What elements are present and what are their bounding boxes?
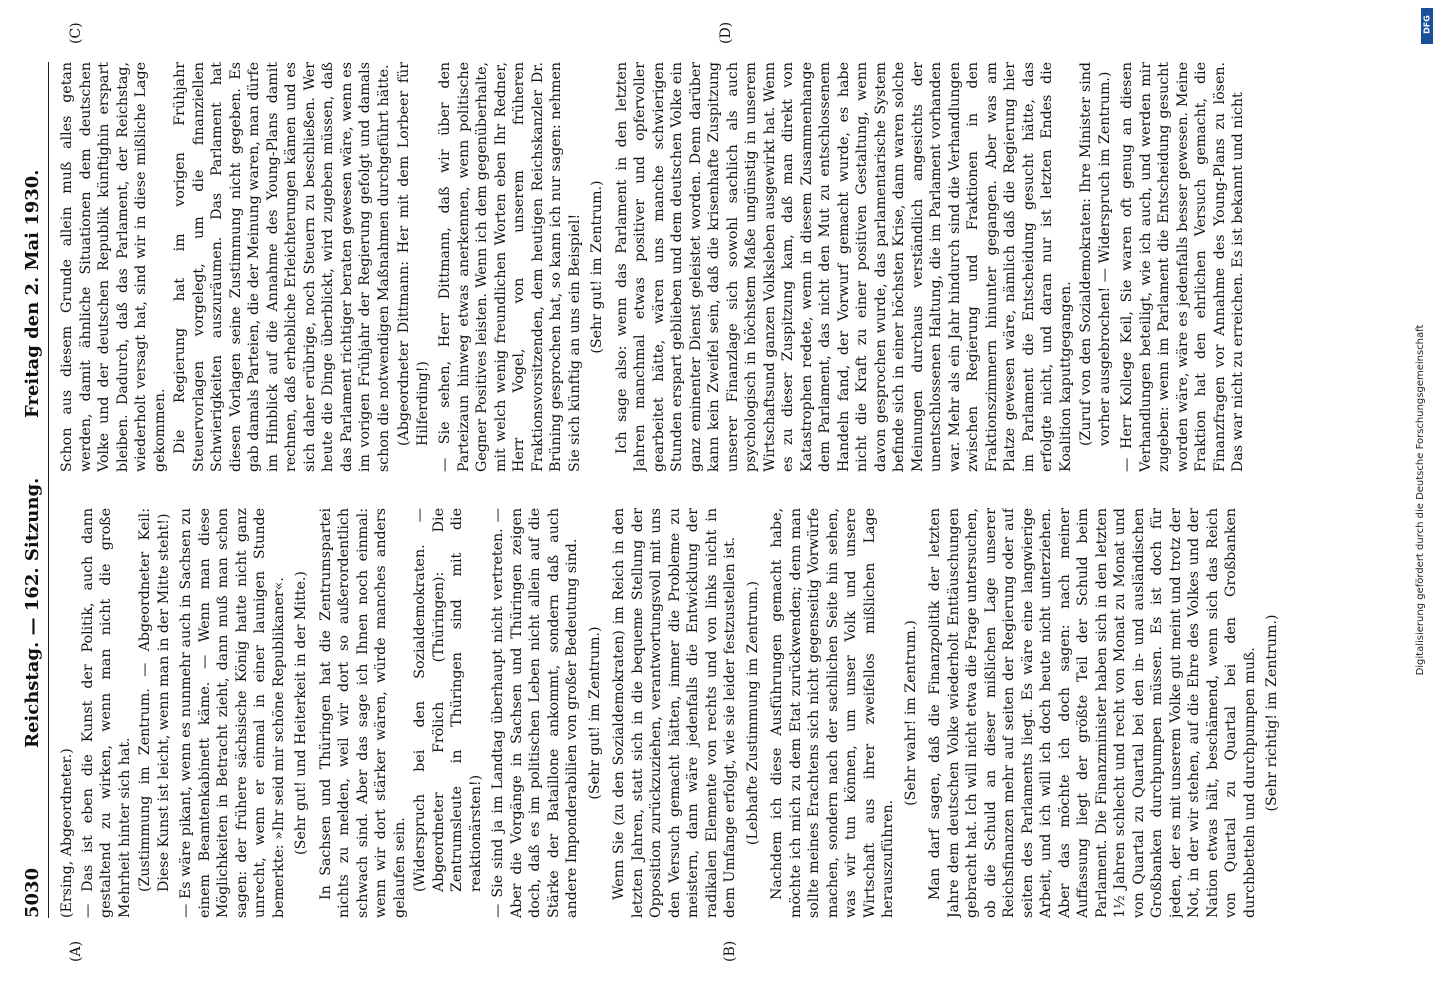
dfg-logo-text: DFG <box>1422 15 1432 34</box>
paragraph: (Zuruf von den Sozialdemokraten: Ihre Minister sind vorher ausgebrochen! — Widerspruch im Zentrum.) <box>1078 62 1113 446</box>
margin-letter-d: (D) <box>718 21 734 44</box>
digitization-note <box>1410 0 1434 1000</box>
page-number: 5030 <box>22 867 43 918</box>
paragraph: (Sehr gut! im Zentrum.) <box>586 626 603 800</box>
paragraph: (Sehr gut! im Zentrum.) <box>589 180 605 354</box>
paragraph: — Sie sehen, Herr Dittmann, daß wir über den Parteizaun hinweg etwas anerkennen, wenn politische Gegner Positives leisten. Wenn ich dem gegenüberhalte, mit welch wenig freundlichen Worten eben Ihr Redner, Herr Vogel, von unserem früheren Fraktionsvorsitzenden, dem heutigen Reichskanzler Dr. Brüning gesprochen hat, so kann ich nur sagen: nehmen Sie sich künftig an uns ein Beispiel! <box>437 62 583 472</box>
paragraph: Man darf sagen, daß die Finanzpolitik der letzten Jahre dem deutschen Volke wiederholt Enttäuschungen gebracht hat. Ich will nicht etwa die Frage untersuchen, ob die Schuld an dieser mißlichen Lage unserer Reichsfinanzen mehr auf seiten der Regierung oder auf seiten des Parlaments liegt. Es wäre eine langwierige Arbeit, und ich will ich doch heute nicht unterziehen. Aber das möchte ich doch sagen: nach meiner Auffassung liegt der größte Teil der Schuld beim Parlament. Die Finanzminister haben sich in den letzten 1½ Jahren schlecht und recht von Monat zu Monat und von Quartal zu Quartal bei den in- und ausländischen Großbanken durchpumpen müssen. Es ist doch für jeden, der es mit unserem Volke gut meint und trotz der Not, in der wir stehen, auf die Ehre des Volkes und der Nation etwas hält, beschämend, wenn sich das Reich von Quartal zu Quartal bei den Großbanken durchbetteln und durchpumpen muß. <box>927 508 1258 918</box>
paragraph: (Lebhafte Zustimmung im Zentrum.) <box>744 580 761 846</box>
digitization-note-text: Digitalisierung gefördert durch die Deutsche Forschungsgemeinschaft <box>1415 324 1426 676</box>
paragraph: Schon aus diesem Grunde allein muß alles getan werden, damit ähnliche Situationen dem deutschen Volke und der deutschen Republik künftighin erspart bleiben. Dadurch, daß das Parlament, der Reichstag, wiederholt versagt hat, sind wir in diese mißliche Lage gekommen. <box>59 62 168 472</box>
running-header <box>20 62 49 918</box>
paragraph: (Zustimmung im Zentrum. — Abgeordneter Keil: Diese Kunst ist leicht, wenn man in der Mitte steht!) <box>137 508 172 892</box>
header-right-title: Freitag den 2. Mai 1930. <box>22 169 43 418</box>
paragraph: In Sachsen und Thüringen hat die Zentrumspartei nichts zu melden, weil wir dort so außerordentlich schwach sind. Aber das sage ich Ihnen noch einmal: wenn wir dort stärker wären, würde manches anders gelaufen sein. <box>317 508 408 918</box>
paragraph: Wenn Sie (zu den Sozialdemokraten) im Reich in den letzten Jahren, statt sich in die bequeme Stellung der Opposition zurückzuziehen, verantwortungsvoll mit uns den Versuch gemacht hätten, immer die Probleme zu meistern, dann wäre jedenfalls die Entwicklung der radikalen Elemente von rechts und von links nicht in dem Umfange erfolgt, wie sie leider festzustellen ist. <box>611 508 738 918</box>
dfg-logo <box>1421 8 1433 44</box>
page-content <box>20 62 1320 918</box>
paragraph: (Sehr richtig! im Zentrum.) <box>1264 614 1280 812</box>
paragraph: Ich sage also: wenn das Parlament in den letzten Jahren manchmal etwas positiver und opfervoller gearbeitet hätte, wären uns manche schwierigen Stunden erspart geblieben und dem deutschen Volke ein ganz eminenter Dienst geleistet worden. Denn darüber kann kein Zweifel sein, daß die krisenhafte Zuspitzung unserer Finanzlage sich sowohl sachlich als auch psychologisch in höchstem Maße ungünstig in unserem Wirtschaftsund ganzen Volksleben ausgewirkt hat. Wenn es zu dieser Zuspitzung kam, daß man direkt von Katastrophen redete, wenn in diesem Zusammenhange dem Parlament, das nicht den Mut zu entschlossenem Handeln fand, der Vorwurf gemacht wurde, es habe nicht die Kraft zu einer positiven Gestaltung, wenn davon gesprochen wurde, das parlamentarische System befinde sich in einer höchsten Krise, dann waren solche Meinungen durchaus verständlich angesichts der unentschlossenen Haltung, die im Parlament vorhanden war. Mehr als ein Jahr hindurch sind die Verhandlungen zwischen Regierung und Fraktionen in den Fraktionszimmern hinunter gegangen. Aber was am Platze gewesen wäre, nämlich daß die Regierung hier im Parlament die Entscheidung gesucht hätte, das erfolgte nicht, und daran nur ist letzten Endes die Koalition kaputtgegangen. <box>613 62 1074 472</box>
right-column <box>58 62 1308 472</box>
paragraph: (Abgeordneter Dittmann: Her mit dem Lorbeer für Hilferding!) <box>396 62 431 446</box>
paragraph: (Sehr gut! und Heiterkeit in der Mitte.) <box>293 571 309 855</box>
paragraph: Die Regierung hat im vorigen Frühjahr Steuervorlagen vorgelegt, um die finanziellen Schwierigkeiten auszuräumen. Das Parlament hat diesen Vorlagen seine Zustimmung nicht gegeben. Es gab damals Parteien, die der Meinung waren, man dürfe im Hinblick auf die Annahme des Young-Plans damit rechnen, daß erhebliche Erleichterungen kämen und es sich daher erübrige, noch Steuern zu beschließen. Wer heute die Dinge überblickt, wird zugeben müssen, daß das Parlament richtiger beraten gewesen wäre, wenn es im vorigen Frühjahr der Regierung gefolgt und damals schon die notwendigen Maßnahmen durchgeführt hätte. <box>172 62 392 472</box>
paragraph: (Sehr wahr! im Zentrum.) <box>902 620 919 806</box>
margin-letter-c: (C) <box>68 22 84 44</box>
margin-letter-a: (A) <box>68 940 84 962</box>
margin-letter-b: (B) <box>722 940 738 962</box>
paragraph: — Sie sind ja im Landtag überhaupt nicht vertreten. — Aber die Vorgänge in Sachsen und Thüringen zeigen doch, daß es im politischen Leben nicht allein auf die Stärke der Bataillone ankommt, sondern daß auch andere Imponderabilien von großer Bedeutung sind. <box>490 508 580 918</box>
paragraph: — Das ist eben die Kunst der Politik, auch dann gestaltend zu wirken, wenn man nicht die große Mehrheit hinter sich hat. <box>79 508 133 918</box>
paragraph: — Es wäre pikant, wenn es nunmehr auch in Sachsen zu einem Beamtenkabinett käme. — Wenn man diese Möglichkeiten in Betracht zieht, dann muß man schon sagen: der frühere sächsische König hatte nicht ganz unrecht, wenn er einmal in einer launigen Stunde bemerkte: »Ihr seid mir schöne Republikaner«. <box>178 508 287 918</box>
paragraph: (Ersing, Abgeordneter.) <box>59 748 75 918</box>
left-column <box>58 508 1308 918</box>
paragraph: — Herr Kollege Keil, Sie waren oft genug an diesen Verhandlungen beteiligt, wie ich auch, und werden mir zugeben: wenn im Parlament die Entscheidung gesucht worden wäre, wäre es jedenfalls besser gewesen. Meine Fraktion hat den ehrlichen Versuch gemacht, die Finanzfragen vor Annahme des Young-Plans zu lösen. Das war nicht zu erreichen. Es ist bekannt und nicht <box>1119 62 1246 472</box>
paragraph: Nachdem ich diese Ausführungen gemacht habe, möchte ich mich zu dem Etat zurückwenden; denn man sollte meines Erachtens sich nicht gegenseitig Vorwürfe machen, sondern nach der sachlichen Seite hin sehen, was wir tun können, um unser Volk und unsere Wirtschaft aus ihrer zweifellos mißlichen Lage herauszuführen. <box>769 508 896 918</box>
header-left-title: Reichstag. — 162. Sitzung. <box>22 477 43 748</box>
paragraph: (Widerspruch bei den Sozialdemokraten. — Abgeordneter Frölich (Thüringen): Die Zentrumsleute in Thüringen sind mit die reaktionärsten!) <box>412 508 484 892</box>
